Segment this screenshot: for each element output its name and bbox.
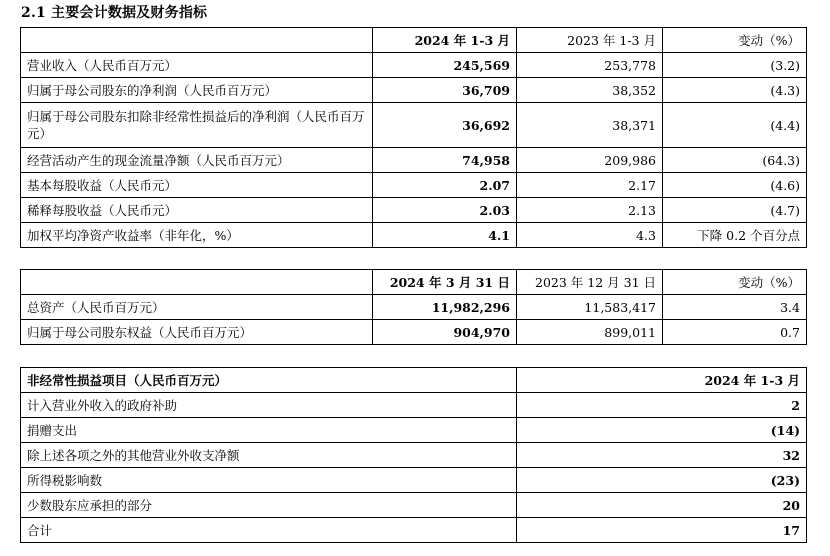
header-prior-date: 2023 年 12 月 31 日 xyxy=(517,270,663,295)
table-row xyxy=(21,198,807,223)
change-value: 下降 0.2 个百分点 xyxy=(663,223,807,248)
row-label: 加权平均净资产收益率（非年化，%） xyxy=(21,223,373,248)
change-value: (4.3) xyxy=(663,78,807,103)
row-label: 所得税影响数 xyxy=(21,468,517,493)
table-header-row xyxy=(21,368,807,393)
row-label: 基本每股收益（人民币元） xyxy=(21,173,373,198)
table-row xyxy=(21,53,807,78)
item-value: 32 xyxy=(517,443,807,468)
current-value: 2.07 xyxy=(373,173,517,198)
current-value: 2.03 xyxy=(373,198,517,223)
row-label: 少数股东应承担的部分 xyxy=(21,493,517,518)
header-prior-period: 2023 年 1-3 月 xyxy=(517,28,663,53)
row-label: 归属于母公司股东的净利润（人民币百万元） xyxy=(21,78,373,103)
change-value: 3.4 xyxy=(663,295,807,320)
change-value: (64.3) xyxy=(663,148,807,173)
change-value: (3.2) xyxy=(663,53,807,78)
section-title: 2.1 主要会计数据及财务指标 xyxy=(21,5,208,21)
table-row xyxy=(21,320,807,345)
balance-sheet-table xyxy=(20,269,807,345)
row-label: 除上述各项之外的其他营业外收支净额 xyxy=(21,443,517,468)
change-value: (4.6) xyxy=(663,173,807,198)
prior-value: 253,778 xyxy=(517,53,663,78)
table-row xyxy=(21,468,807,493)
item-value: 2 xyxy=(517,393,807,418)
key-financial-data-table xyxy=(20,27,807,248)
row-label: 稀释每股收益（人民币元） xyxy=(21,198,373,223)
current-value: 36,709 xyxy=(373,78,517,103)
item-value: (14) xyxy=(517,418,807,443)
row-label: 归属于母公司股东权益（人民币百万元） xyxy=(21,320,373,345)
row-label: 捐赠支出 xyxy=(21,418,517,443)
change-value: 0.7 xyxy=(663,320,807,345)
non-recurring-items-table xyxy=(20,367,807,543)
current-value: 74,958 xyxy=(373,148,517,173)
item-value: 20 xyxy=(517,493,807,518)
table-row xyxy=(21,173,807,198)
item-value: (23) xyxy=(517,468,807,493)
change-value: (4.4) xyxy=(663,103,807,148)
current-value: 36,692 xyxy=(373,103,517,148)
prior-value: 209,986 xyxy=(517,148,663,173)
prior-value: 2.17 xyxy=(517,173,663,198)
table-row xyxy=(21,418,807,443)
table-row xyxy=(21,493,807,518)
table-row xyxy=(21,393,807,418)
table-header-row xyxy=(21,270,807,295)
table-row xyxy=(21,223,807,248)
current-value: 11,982,296 xyxy=(373,295,517,320)
table-row xyxy=(21,443,807,468)
table-row-total xyxy=(21,518,807,543)
table-header-row xyxy=(21,28,807,53)
prior-value: 4.3 xyxy=(517,223,663,248)
header-change: 变动（%） xyxy=(663,28,807,53)
prior-value: 38,371 xyxy=(517,103,663,148)
table-row xyxy=(21,78,807,103)
row-label: 计入营业外收入的政府补助 xyxy=(21,393,517,418)
row-label: 营业收入（人民币百万元） xyxy=(21,53,373,78)
change-value: (4.7) xyxy=(663,198,807,223)
prior-value: 38,352 xyxy=(517,78,663,103)
prior-value: 2.13 xyxy=(517,198,663,223)
header-change: 变动（%） xyxy=(663,270,807,295)
header-current-date: 2024 年 3 月 31 日 xyxy=(373,270,517,295)
row-label: 经营活动产生的现金流量净额（人民币百万元） xyxy=(21,148,373,173)
row-label: 归属于母公司股东扣除非经常性损益后的净利润（人民币百万元） xyxy=(21,103,373,148)
prior-value: 11,583,417 xyxy=(517,295,663,320)
current-value: 245,569 xyxy=(373,53,517,78)
current-value: 904,970 xyxy=(373,320,517,345)
header-item: 非经常性损益项目（人民币百万元） xyxy=(21,368,517,393)
row-label: 合计 xyxy=(21,518,517,543)
header-current-period: 2024 年 1-3 月 xyxy=(373,28,517,53)
header-blank xyxy=(21,28,373,53)
header-blank xyxy=(21,270,373,295)
prior-value: 899,011 xyxy=(517,320,663,345)
row-label: 总资产（人民币百万元） xyxy=(21,295,373,320)
item-value: 17 xyxy=(517,518,807,543)
header-period: 2024 年 1-3 月 xyxy=(517,368,807,393)
current-value: 4.1 xyxy=(373,223,517,248)
table-row xyxy=(21,103,807,148)
table-row xyxy=(21,295,807,320)
table-row xyxy=(21,148,807,173)
